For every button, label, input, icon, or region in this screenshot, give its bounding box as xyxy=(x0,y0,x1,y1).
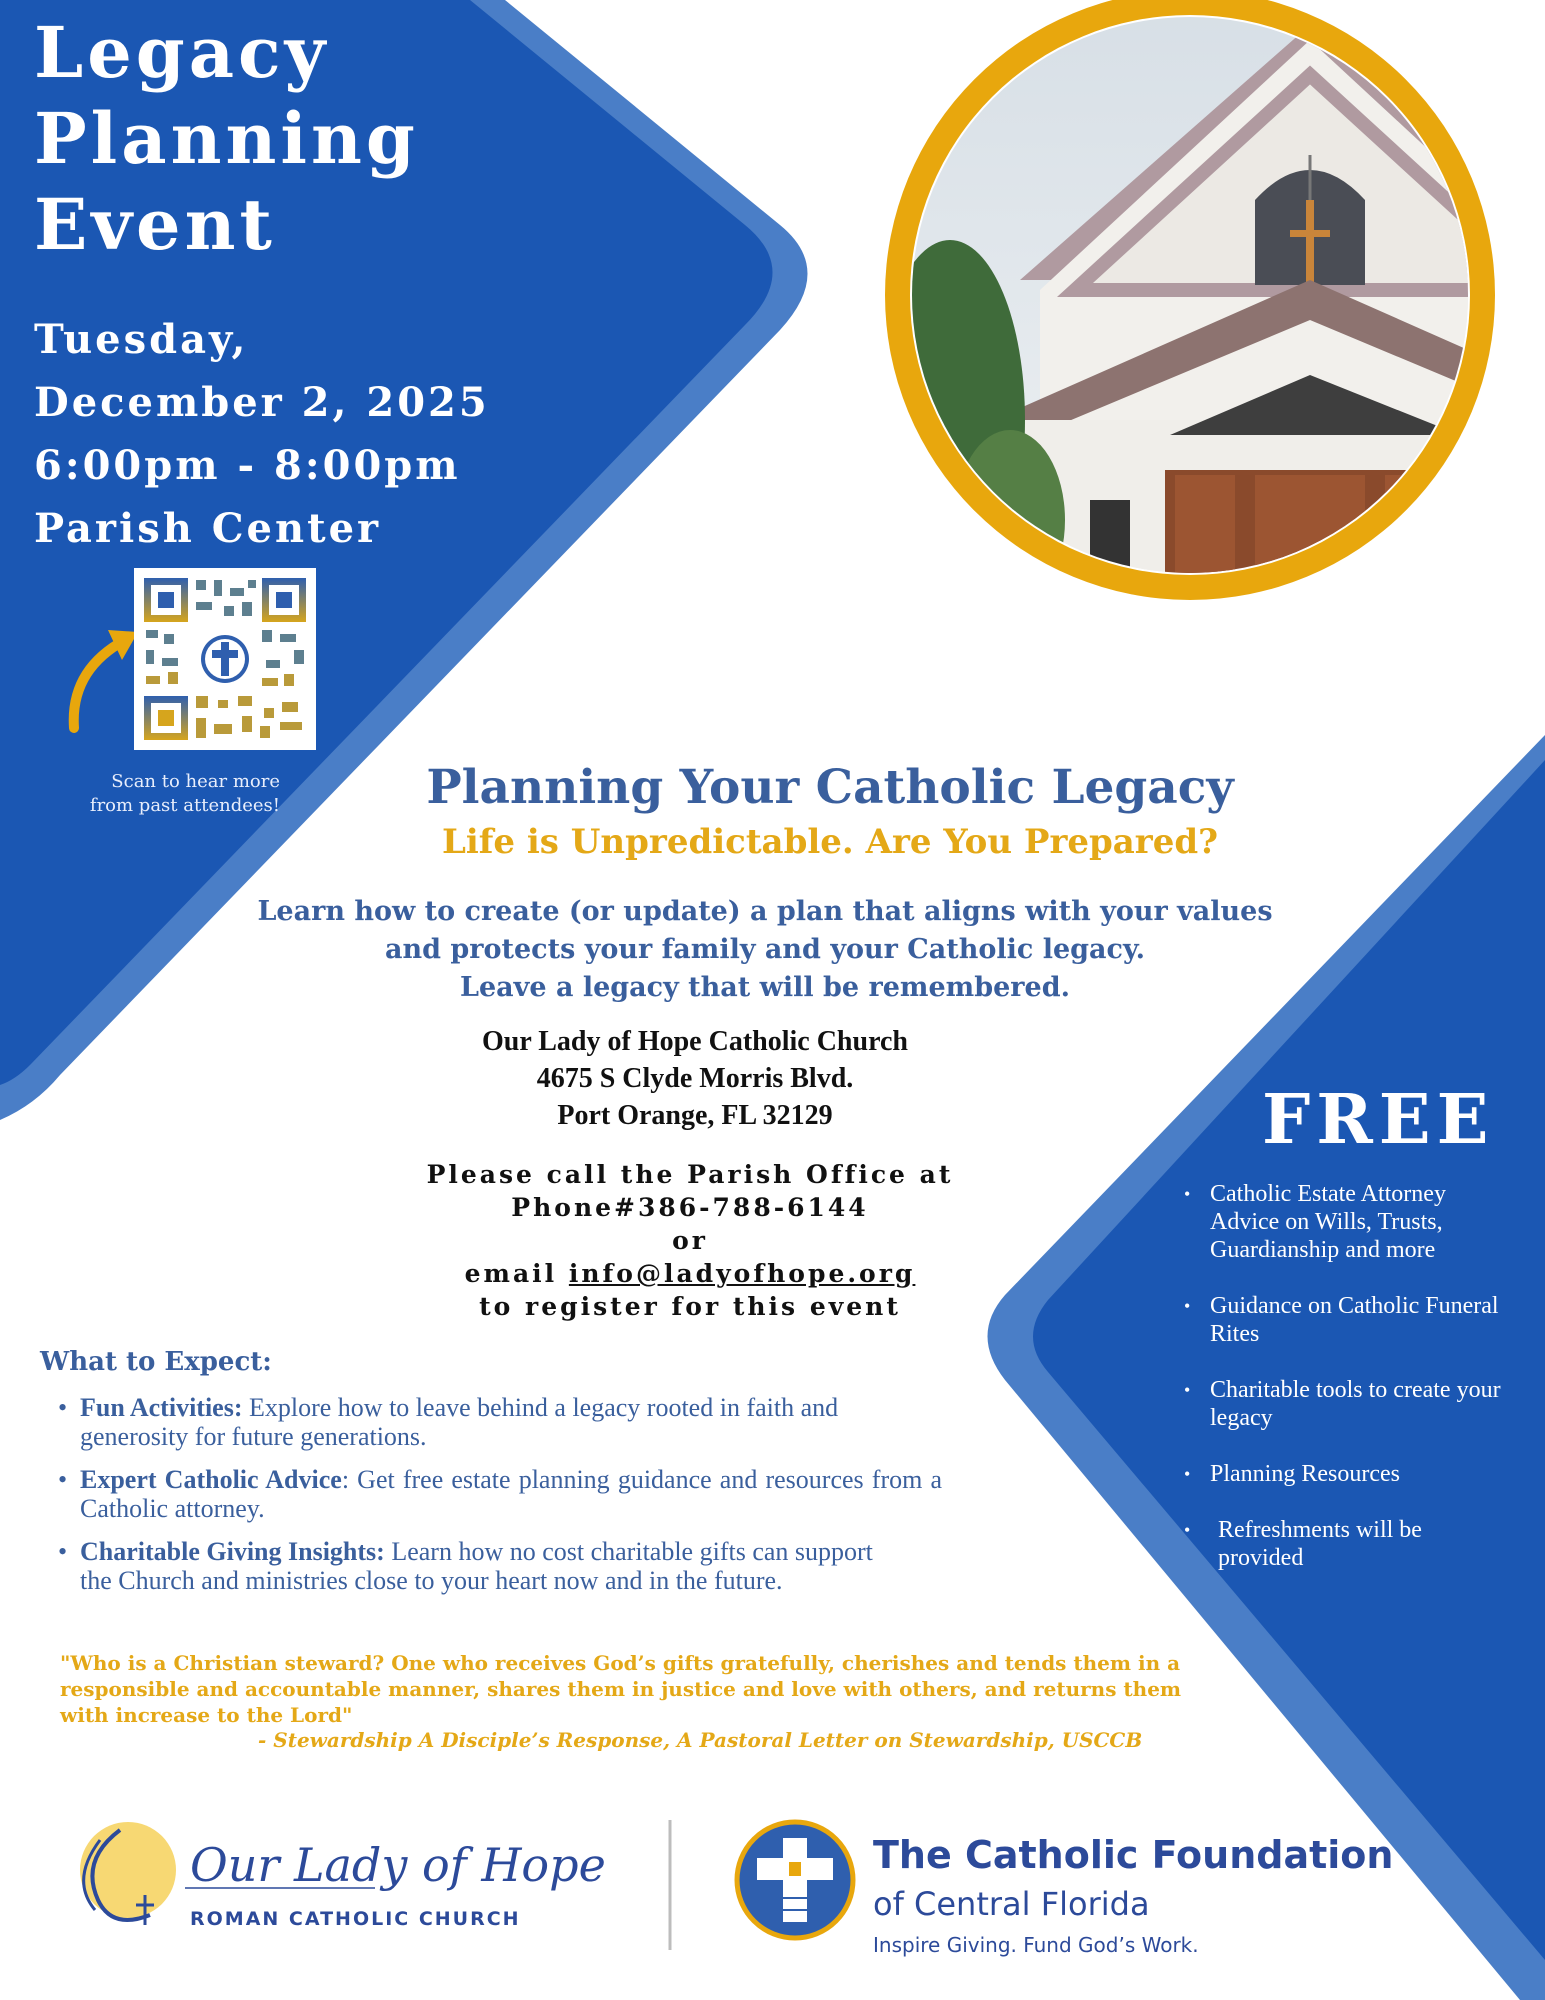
olh-logo-name: Our Lady of Hope xyxy=(190,1838,606,1892)
free-item: • Guidance on Catholic Funeral Rites xyxy=(1182,1292,1512,1348)
expect-item xyxy=(58,1465,942,1523)
intro-line-1: Learn how to create (or update) a plan that aligns with your values xyxy=(257,896,1273,927)
email-link[interactable]: info@ladyofhope.org xyxy=(568,1259,916,1288)
qr-caption-line-2: from past attendees! xyxy=(89,795,280,816)
tcf-tagline: Inspire Giving. Fund God’s Work. xyxy=(873,1933,1199,1957)
free-item: • Refreshments will be provided xyxy=(1182,1516,1512,1572)
expect-item-text: : Get free estate planning guidance and resources from a Catholic attorney. xyxy=(80,1465,942,1523)
qr-caption xyxy=(60,770,280,818)
free-item: • Planning Resources xyxy=(1182,1460,1512,1488)
olh-logo-subtitle: ROMAN CATHOLIC CHURCH xyxy=(190,1908,521,1930)
event-title xyxy=(34,10,419,268)
event-location: Parish Center xyxy=(34,505,382,552)
church-address xyxy=(400,1023,990,1134)
contact-phone: Phone#386-788-6144 xyxy=(511,1193,869,1222)
intro-line-2: and protects your family and your Catholic legacy. xyxy=(385,934,1145,965)
intro-text xyxy=(250,893,1280,1007)
free-heading: FREE xyxy=(1262,1080,1495,1160)
stewardship-quote: "Who is a Christian steward? One who receives God’s gifts gratefully, cherishes and tends them in a responsible and accountable manner, shares them in justice and love with others, and returns them with increase to the Lord" xyxy=(60,1651,1182,1727)
expect-item xyxy=(58,1537,910,1595)
expect-heading: What to Expect: xyxy=(40,1347,272,1377)
free-list xyxy=(1182,1180,1512,1600)
expect-item-title: Expert Catholic Advice xyxy=(80,1465,342,1494)
contact-info xyxy=(380,1158,1000,1323)
event-day: Tuesday, xyxy=(34,316,249,363)
expect-item xyxy=(58,1393,942,1451)
title-line-1: Legacy xyxy=(34,11,330,94)
contact-email-line xyxy=(380,1257,1000,1290)
church-city: Port Orange, FL 32129 xyxy=(557,1100,833,1131)
title-line-3: Event xyxy=(34,183,276,266)
contact-email-prefix: email xyxy=(464,1259,558,1288)
church-name: Our Lady of Hope Catholic Church xyxy=(481,1026,908,1057)
contact-line-5: to register for this event xyxy=(479,1292,901,1321)
tcf-logo-name: The Catholic Foundation xyxy=(873,1833,1394,1877)
expect-item-title: Fun Activities: xyxy=(80,1393,243,1422)
intro-line-3: Leave a legacy that will be remembered. xyxy=(460,972,1070,1003)
free-item: • Catholic Estate Attorney Advice on Wills, Trusts, Guardianship and more xyxy=(1182,1180,1512,1264)
qr-caption-line-1: Scan to hear more xyxy=(111,771,280,792)
qr-code-icon xyxy=(134,568,316,750)
tcf-logo-region: of Central Florida xyxy=(873,1885,1150,1923)
qr-code[interactable] xyxy=(134,568,316,750)
contact-or: or xyxy=(672,1226,708,1255)
tcf-logo-icon xyxy=(737,1822,853,1938)
free-item: • Charitable tools to create your legacy xyxy=(1182,1376,1512,1432)
contact-line-1: Please call the Parish Office at xyxy=(426,1160,954,1189)
event-details xyxy=(34,308,490,560)
quote-citation: - Stewardship A Disciple’s Response, A Pastoral Letter on Stewardship, USCCB xyxy=(258,1728,1143,1752)
expect-item-text: Explore how to leave behind a legacy rooted in faith and generosity for future generations. xyxy=(80,1393,839,1451)
church-street: 4675 S Clyde Morris Blvd. xyxy=(536,1063,854,1094)
main-heading: Planning Your Catholic Legacy xyxy=(426,760,1234,815)
title-line-2: Planning xyxy=(34,97,419,180)
expect-item-text: Learn how no cost charitable gifts can support the Church and ministries close to your heart now and in the future. xyxy=(80,1537,873,1595)
event-date: December 2, 2025 xyxy=(34,379,490,426)
expect-list xyxy=(58,1393,942,1609)
expect-item-title: Charitable Giving Insights: xyxy=(80,1537,385,1566)
event-time: 6:00pm - 8:00pm xyxy=(34,442,461,489)
main-subheading: Life is Unpredictable. Are You Prepared? xyxy=(441,822,1219,862)
